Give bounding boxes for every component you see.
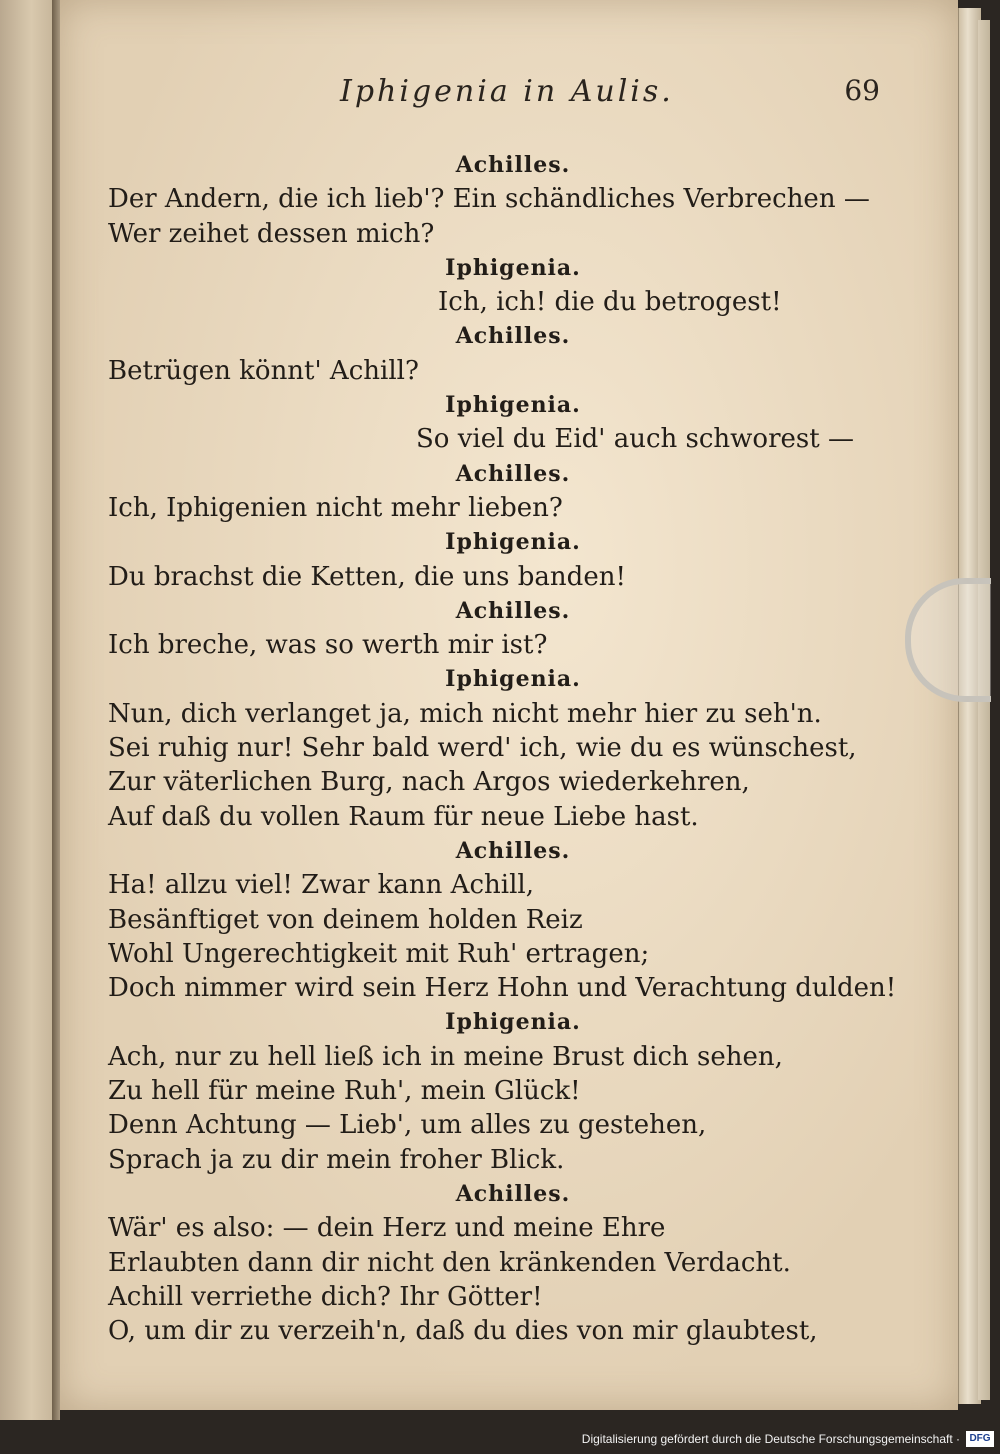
- verse-line: Zu hell für meine Ruh', mein Glück!: [108, 1076, 581, 1107]
- speaker-name: Iphigenia.: [445, 666, 581, 693]
- verse-line: Ach, nur zu hell ließ ich in meine Brust dich sehen,: [108, 1041, 783, 1072]
- speaker-name: Iphigenia.: [445, 254, 581, 281]
- verse-line: Ha! allzu viel! Zwar kann Achill,: [108, 870, 534, 901]
- speaker-name: Iphigenia.: [445, 1009, 581, 1036]
- speaker-name: Achilles.: [455, 597, 571, 624]
- verse-line: Auf daß du vollen Raum für neue Liebe hast.: [108, 801, 699, 832]
- verse-line: O, um dir zu verzeih'n, daß du dies von mir glaubtest,: [108, 1316, 818, 1347]
- dfg-logo: DFG: [966, 1431, 994, 1447]
- verse-line: Betrügen könnt' Achill?: [108, 355, 419, 386]
- verse-line: Der Andern, die ich lieb'? Ein schändliches Verbrechen —: [108, 184, 870, 215]
- book-gutter: [52, 0, 60, 1420]
- page-header: [60, 74, 880, 118]
- verse-line: Besänftiget von deinem holden Reiz: [108, 904, 583, 935]
- speaker-name: Iphigenia.: [445, 529, 581, 556]
- page-stack-edge-outer: [978, 20, 990, 1400]
- verse-line: Wär' es also: — dein Herz und meine Ehre: [108, 1213, 666, 1244]
- speaker-name: Achilles.: [455, 460, 571, 487]
- verse-line: Wer zeihet dessen mich?: [108, 218, 435, 249]
- verse-line: Denn Achtung — Lieb', um alles zu gestehen,: [108, 1110, 707, 1141]
- speaker-name: Achilles.: [455, 837, 571, 864]
- speaker-name: Achilles.: [455, 1180, 571, 1207]
- verse-line: Sprach ja zu dir mein froher Blick.: [108, 1144, 565, 1175]
- verse-line: Sei ruhig nur! Sehr bald werd' ich, wie du es wünschest,: [108, 733, 857, 764]
- verse-line: Ich breche, was so werth mir ist?: [108, 630, 548, 661]
- verse-line: Nun, dich verlanget ja, mich nicht mehr hier zu seh'n.: [108, 698, 822, 729]
- speaker-name: Achilles.: [455, 152, 571, 178]
- verse-line: Du brachst die Ketten, die uns banden!: [108, 561, 626, 592]
- play-text: [108, 148, 897, 1348]
- speaker-name: Achilles.: [455, 323, 571, 350]
- page-number: 69: [844, 74, 880, 107]
- verse-line: Wohl Ungerechtigkeit mit Ruh' ertragen;: [108, 938, 650, 969]
- verse-line: Erlaubten dann dir nicht den kränkenden Verdacht.: [108, 1247, 791, 1278]
- footer-bar: [0, 1428, 1000, 1454]
- running-title: Iphigenia in Aulis.: [340, 74, 674, 109]
- verse-line: Doch nimmer wird sein Herz Hohn und Verachtung dulden!: [108, 973, 897, 1004]
- previous-page-edge: [0, 0, 54, 1420]
- verse-line: Zur väterlichen Burg, nach Argos wiederkehren,: [108, 767, 750, 798]
- funding-credit: Digitalisierung gefördert durch die Deutsche Forschungsgemeinschaft ·: [581, 1432, 960, 1446]
- verse-line: Achill verriethe dich? Ihr Götter!: [108, 1281, 543, 1312]
- verse-line: So viel du Eid' auch schworest —: [416, 424, 854, 455]
- speaker-name: Iphigenia.: [445, 392, 581, 419]
- verse-line: Ich, Iphigenien nicht mehr lieben?: [108, 492, 563, 523]
- verse-line: Ich, ich! die du betrogest!: [438, 287, 782, 318]
